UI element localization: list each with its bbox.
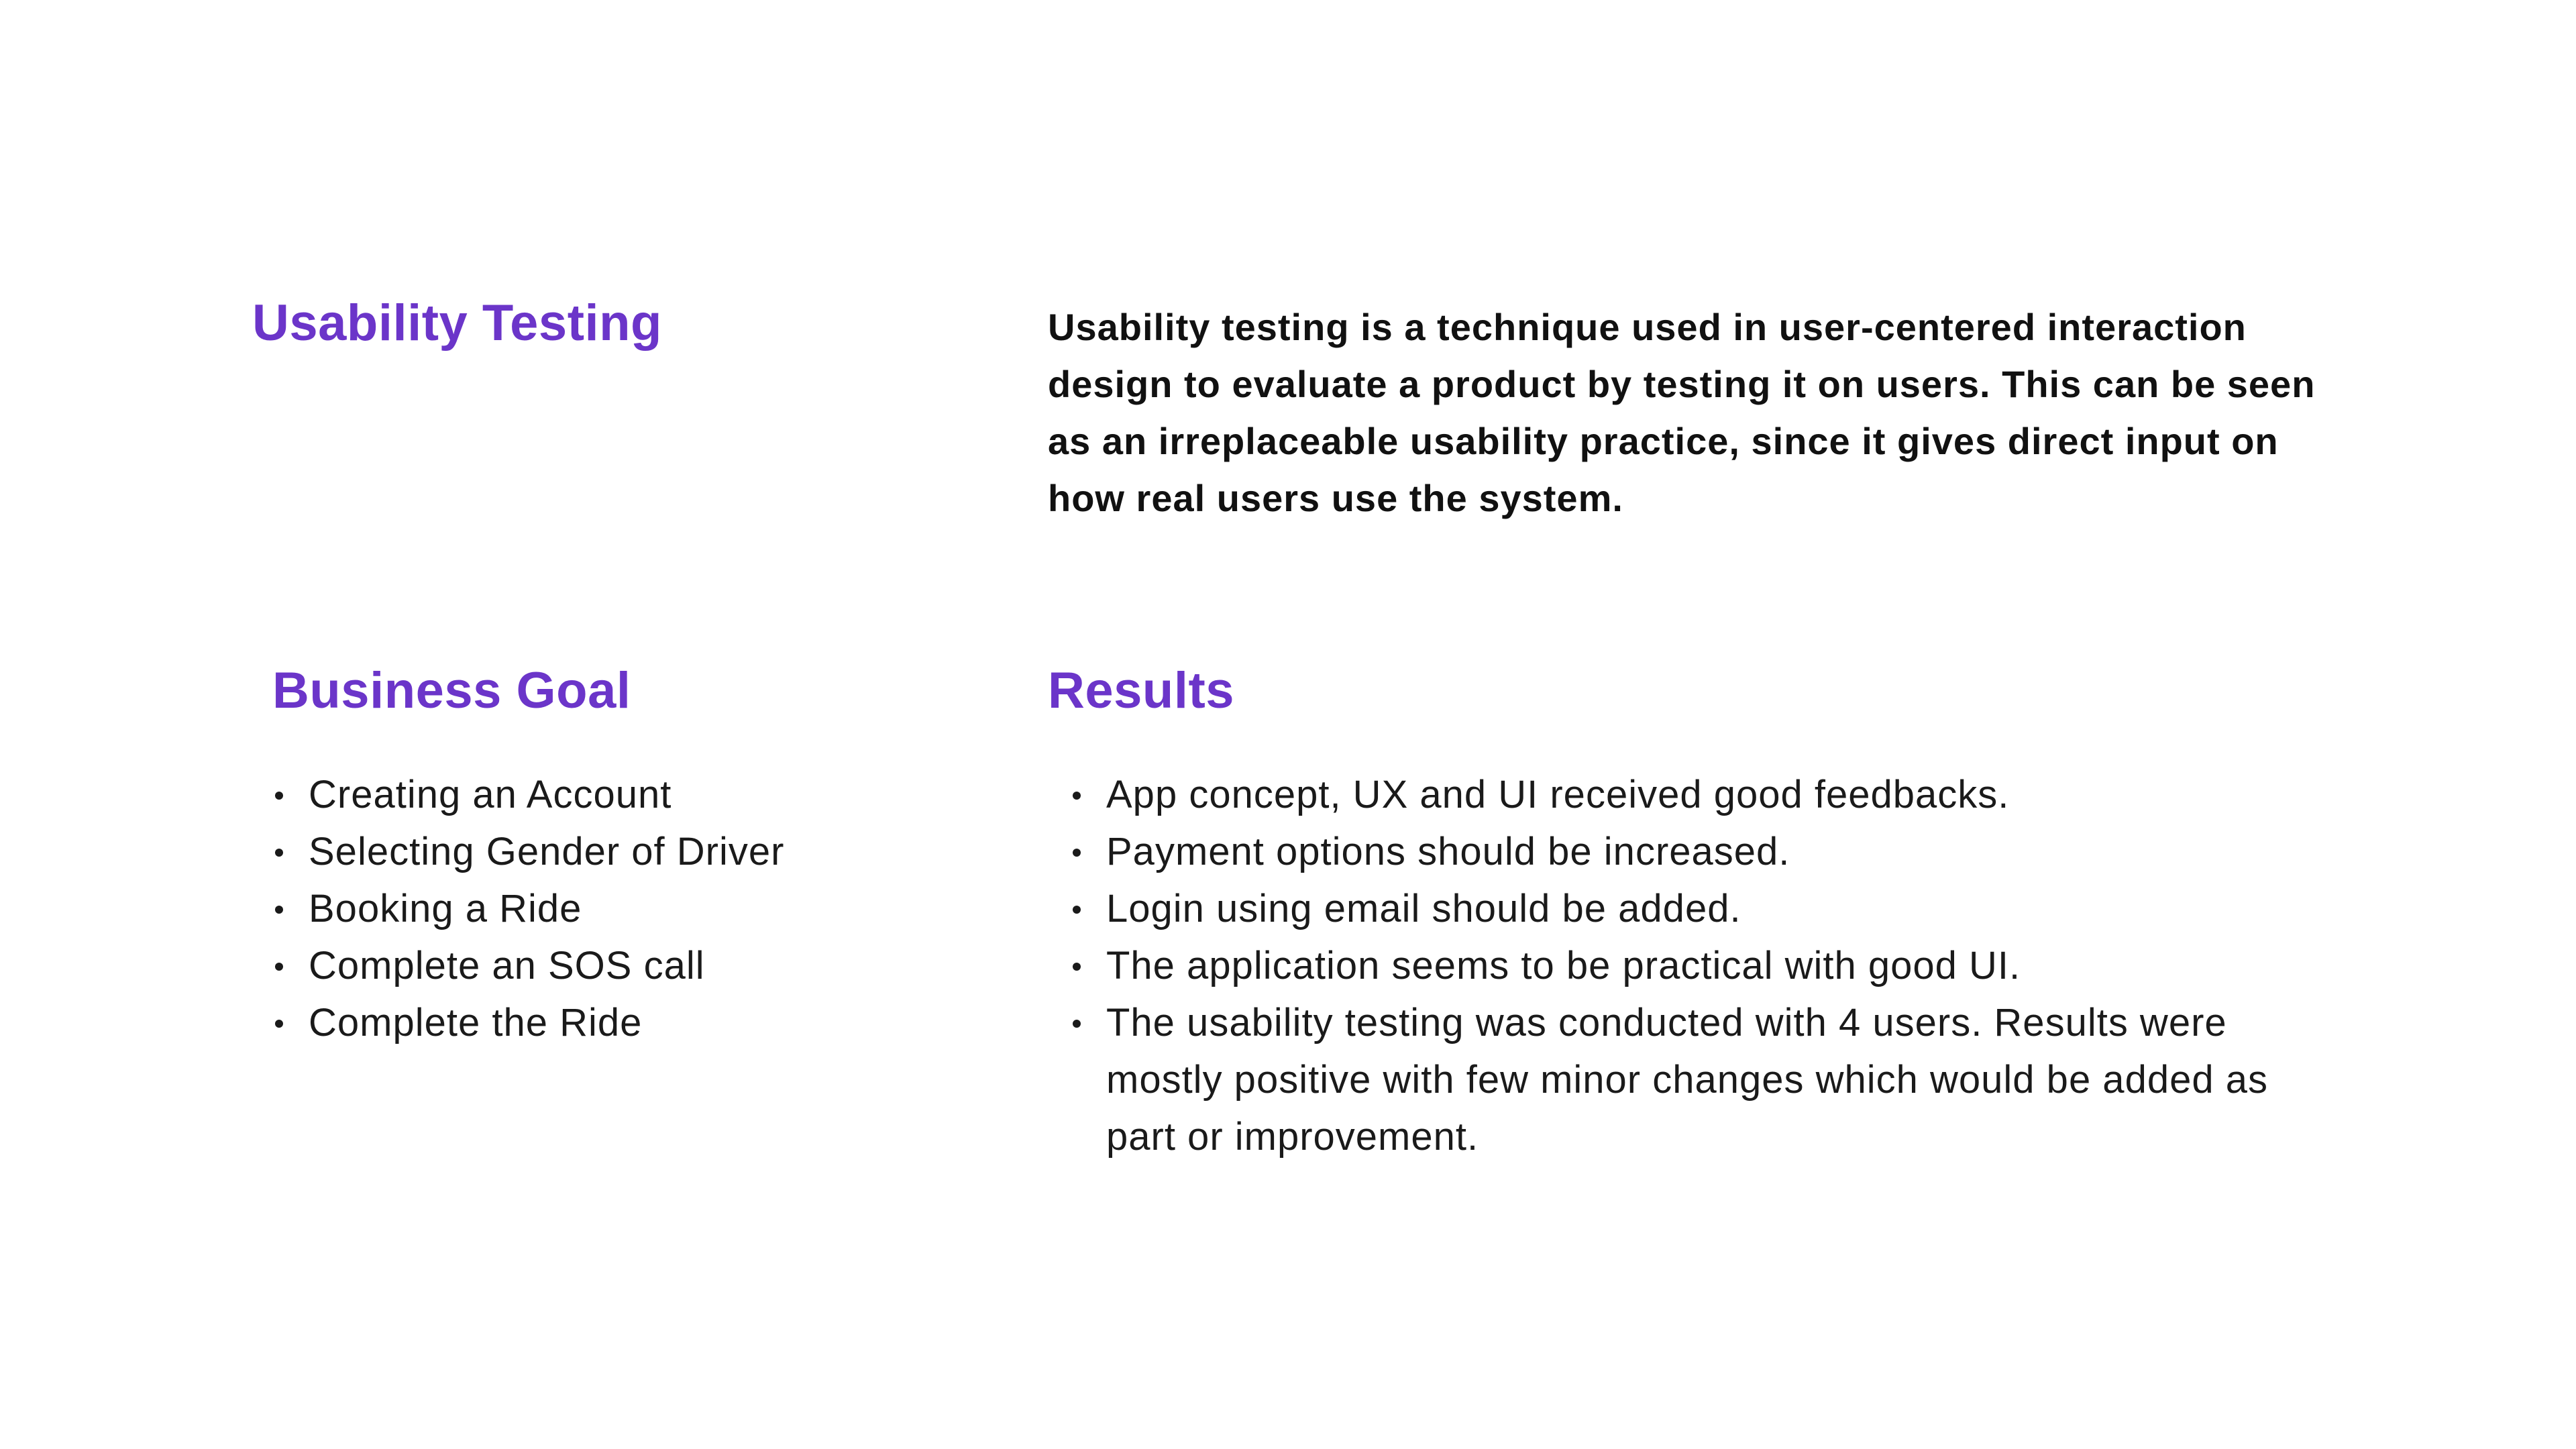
bullet-icon <box>275 906 283 914</box>
results-item-text: App concept, UX and UI received good feedbacks. <box>1106 773 2010 816</box>
business-goal-item <box>272 994 1010 1051</box>
bullet-icon <box>275 963 283 971</box>
business-goal-item-text: Booking a Ride <box>309 887 582 930</box>
business-goal-item-text: Selecting Gender of Driver <box>309 830 785 873</box>
business-goal-item-text: Complete an SOS call <box>309 944 705 987</box>
bullet-icon <box>1073 849 1081 857</box>
results-item-text: Login using email should be added. <box>1106 887 1741 930</box>
results-item-text: Payment options should be increased. <box>1106 830 1790 873</box>
business-goal-item <box>272 823 1010 880</box>
results-heading: Results <box>1048 662 1235 719</box>
bullet-icon <box>275 792 283 800</box>
business-goal-item-text: Creating an Account <box>309 773 672 816</box>
bullet-icon <box>275 849 283 857</box>
results-item <box>1070 994 2298 1165</box>
results-item-text: The usability testing was conducted with 4 users. Results were mostly positive with few minor changes which would be added as part or improvement. <box>1106 1001 2268 1159</box>
bullet-icon <box>1073 963 1081 971</box>
usability-testing-description: Usability testing is a technique used in user-centered interaction design to evaluate a product by testing it on users. This can be seen as an irreplaceable usability practice, since it gives direct input on how real users use the system. <box>1048 306 2316 519</box>
results-item <box>1070 766 2298 823</box>
bullet-icon <box>1073 906 1081 914</box>
results-list <box>1070 766 2298 1165</box>
results-item-text: The application seems to be practical with good UI. <box>1106 944 2021 987</box>
results-item <box>1070 880 2298 937</box>
usability-testing-heading: Usability Testing <box>252 294 662 352</box>
business-goal-item-text: Complete the Ride <box>309 1001 643 1044</box>
results-item <box>1070 937 2298 994</box>
bullet-icon <box>275 1020 283 1028</box>
bullet-icon <box>1073 1020 1081 1028</box>
business-goal-item <box>272 937 1010 994</box>
business-goal-heading: Business Goal <box>272 662 631 719</box>
business-goal-item <box>272 766 1010 823</box>
business-goal-list <box>272 766 1010 1051</box>
bullet-icon <box>1073 792 1081 800</box>
results-item <box>1070 823 2298 880</box>
business-goal-item <box>272 880 1010 937</box>
